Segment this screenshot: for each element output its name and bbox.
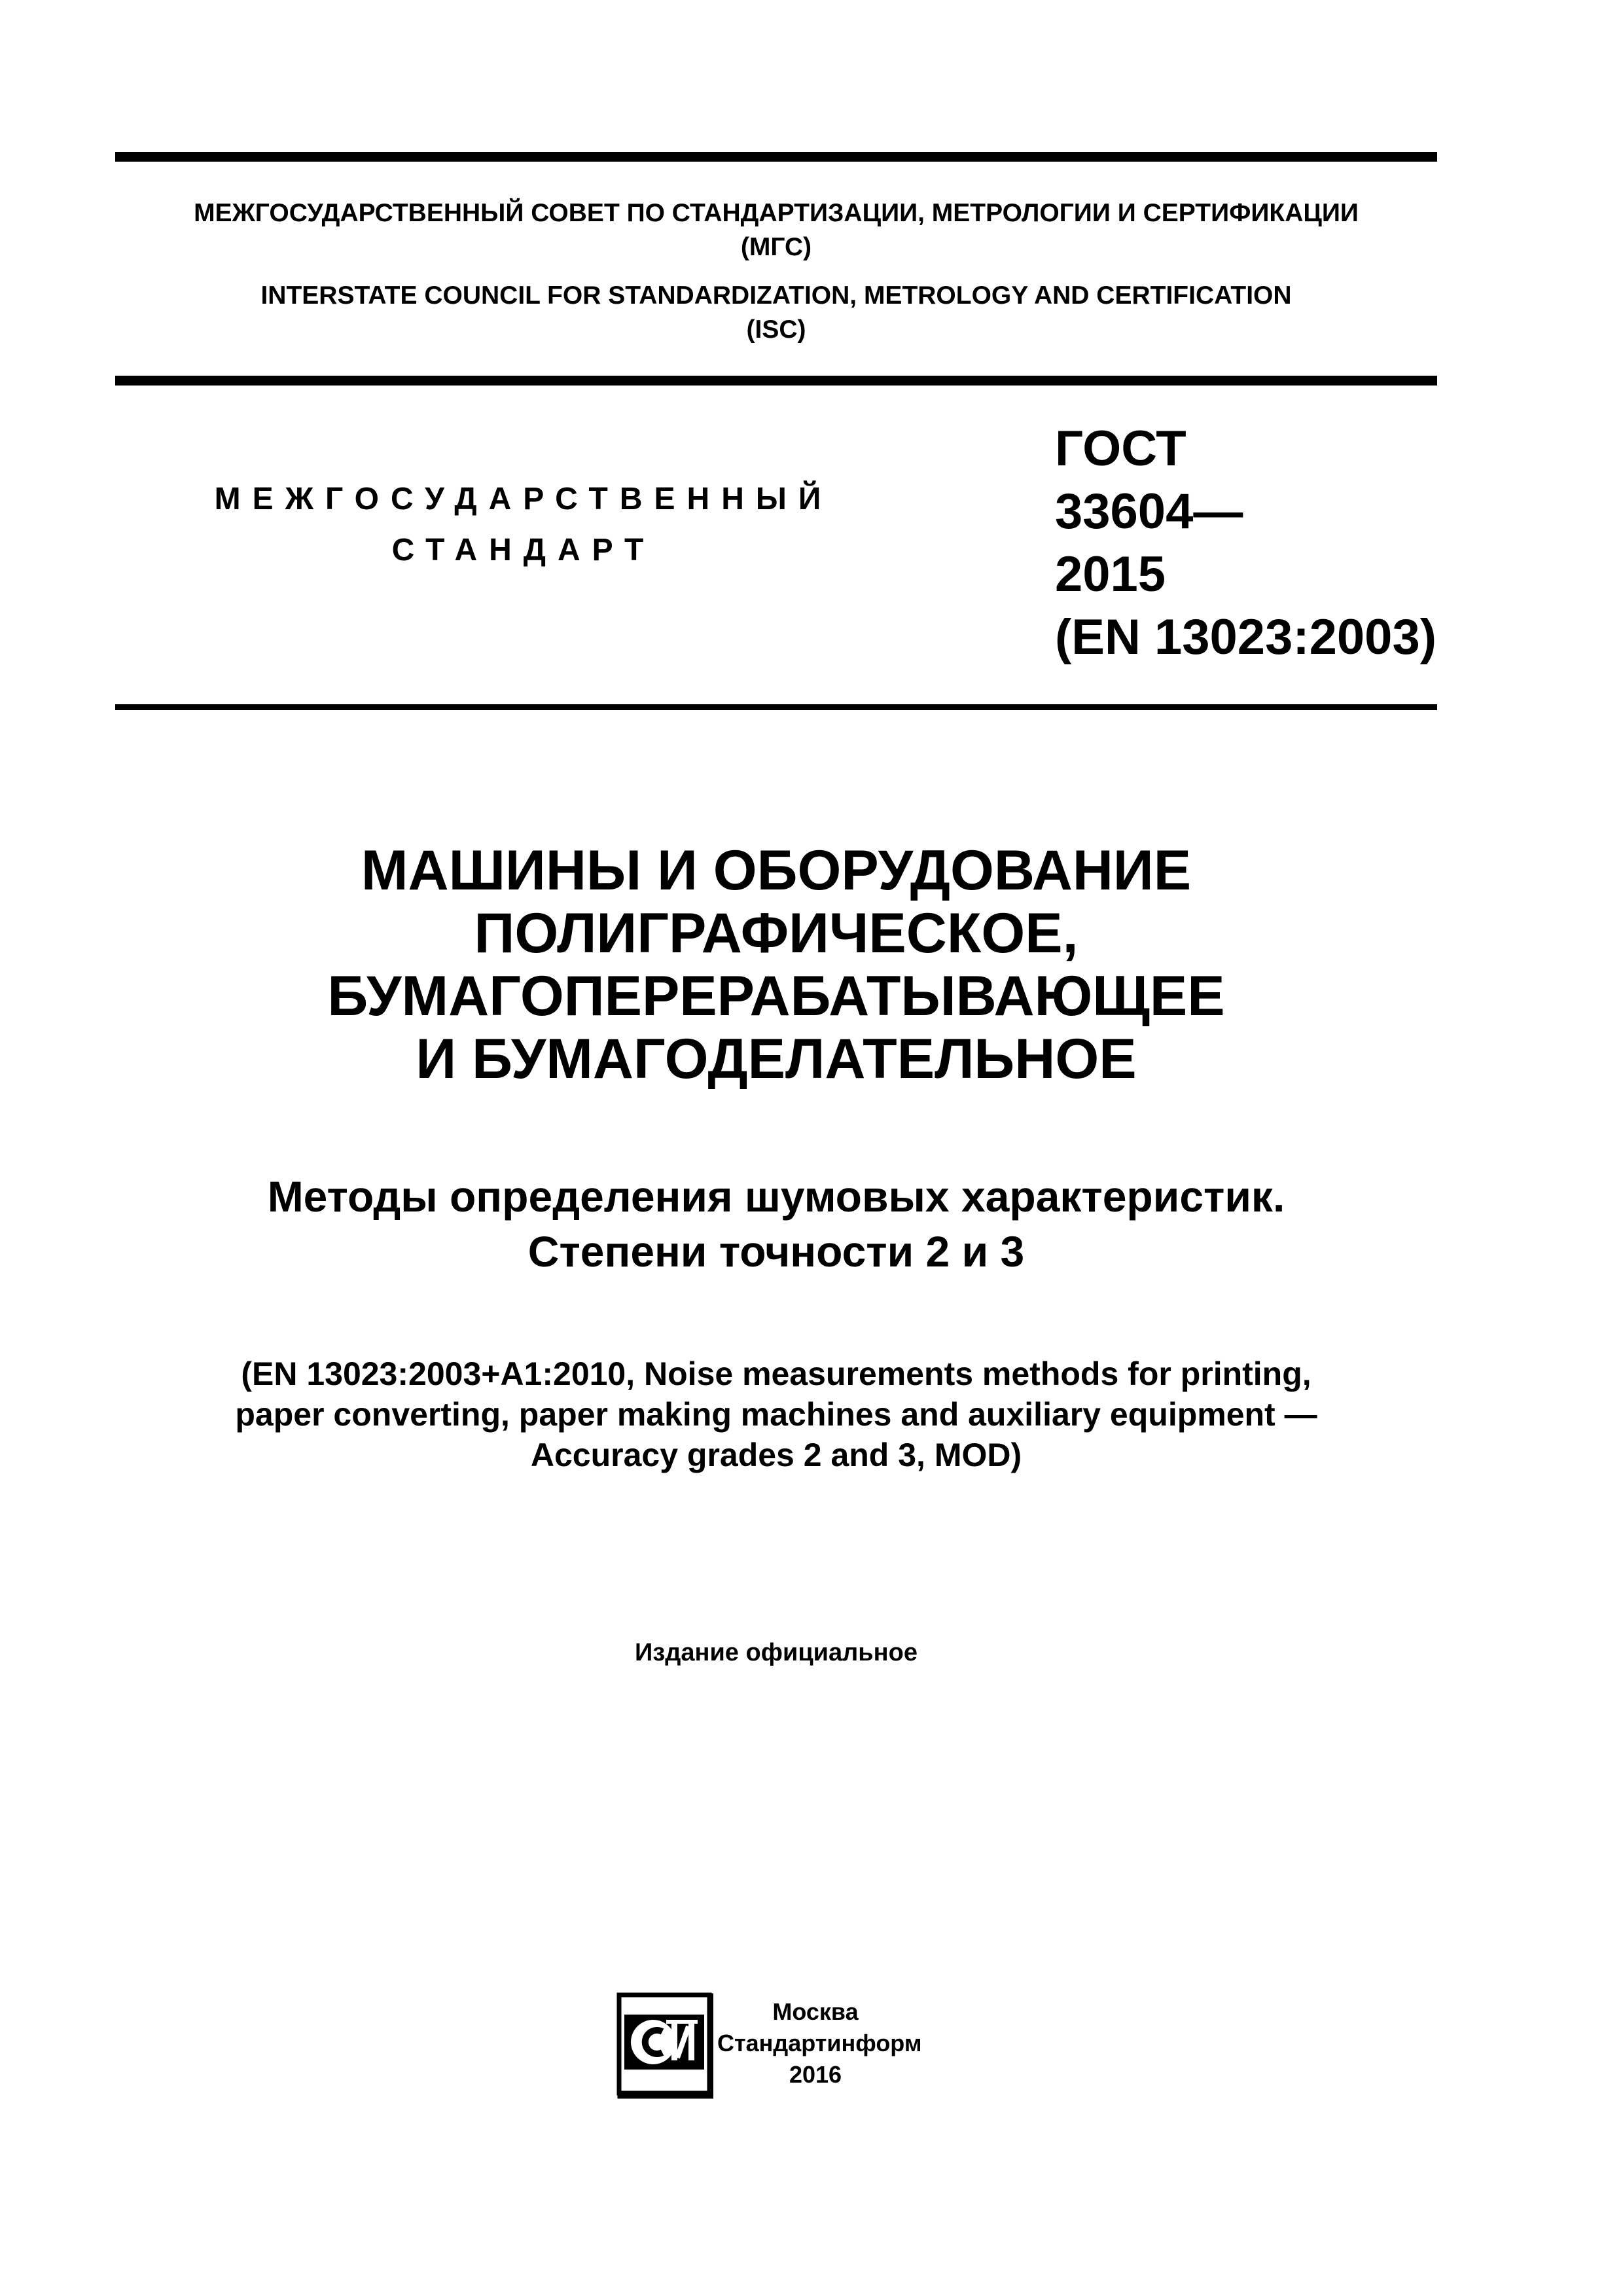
- document-title: [115, 839, 1437, 1090]
- title-line: МАШИНЫ И ОБОРУДОВАНИЕ: [361, 839, 1192, 902]
- gost-number: 33604—: [1055, 484, 1243, 539]
- subtitle-line: Методы определения шумовых характеристик.: [267, 1172, 1285, 1221]
- en-reference-line: Accuracy grades 2 and 3, MOD): [530, 1437, 1022, 1473]
- publisher-block: [717, 1996, 922, 2090]
- council-ru-name: МЕЖГОСУДАРСТВЕННЫЙ СОВЕТ ПО СТАНДАРТИЗАЦИИ, МЕТРОЛОГИИ И СЕРТИФИКАЦИИ: [194, 199, 1359, 227]
- gost-year: 2015: [1055, 547, 1166, 602]
- bottom-rule: [115, 704, 1437, 710]
- standard-label-line1: МЕЖГОСУДАРСТВЕННЫЙ: [214, 482, 833, 516]
- council-ru-abbr: (МГС): [740, 233, 812, 261]
- gost-prefix: ГОСТ: [1055, 421, 1186, 476]
- document-subtitle: [115, 1169, 1437, 1279]
- title-line: И БУМАГОДЕЛАТЕЛЬНОЕ: [416, 1028, 1137, 1090]
- standartinform-logo-icon: [615, 1991, 713, 2101]
- title-line: ПОЛИГРАФИЧЕСКОЕ,: [474, 902, 1079, 965]
- council-en-abbr: (ISC): [746, 315, 806, 344]
- publisher-year: 2016: [789, 2061, 842, 2088]
- standard-label-line2: СТАНДАРТ: [391, 533, 656, 567]
- en-reference-line: (EN 13023:2003+A1:2010, Noise measurements methods for printing,: [241, 1355, 1311, 1392]
- english-reference: [115, 1354, 1437, 1475]
- subtitle-line: Степени точности 2 и 3: [527, 1227, 1025, 1276]
- title-line: БУМАГОПЕРЕРАБАТЫВАЮЩЕЕ: [327, 965, 1225, 1028]
- gost-designation: [1055, 418, 1435, 669]
- standard-type-label: [196, 474, 851, 576]
- gost-equivalent: (EN 13023:2003): [1055, 609, 1437, 665]
- publisher-city: Москва: [772, 1998, 859, 2025]
- top-rule: [115, 152, 1437, 162]
- edition-note: Издание официальное: [635, 1639, 918, 1666]
- council-en-name: INTERSTATE COUNCIL FOR STANDARDIZATION, METROLOGY AND CERTIFICATION: [260, 281, 1292, 310]
- en-reference-line: paper converting, paper making machines and auxiliary equipment —: [235, 1396, 1317, 1433]
- council-header: [115, 196, 1437, 347]
- middle-rule: [115, 376, 1437, 386]
- publisher-name: Стандартинформ: [717, 2030, 922, 2056]
